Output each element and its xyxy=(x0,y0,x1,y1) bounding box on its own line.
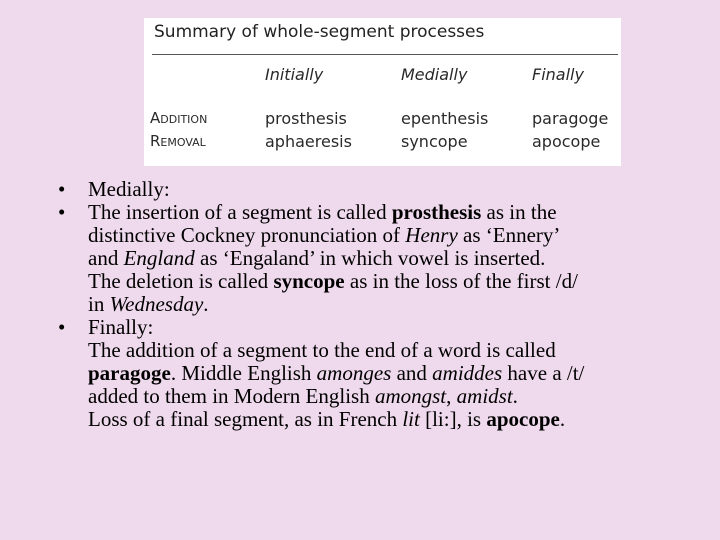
text-run: as ‘Ennery’ xyxy=(457,223,561,247)
table-cell: syncope xyxy=(401,132,468,151)
text-run: as in the xyxy=(481,200,557,224)
table-cell: epenthesis xyxy=(401,109,489,128)
text-run: The insertion of a segment is called xyxy=(88,200,392,224)
example-word: amiddes xyxy=(432,361,503,385)
text-run: and xyxy=(88,246,124,270)
text-run: in xyxy=(88,292,110,316)
bullet-dot: • xyxy=(58,200,66,224)
key-term: apocope xyxy=(486,407,560,431)
column-header-initially: Initially xyxy=(265,65,324,84)
text-run: . xyxy=(512,384,518,408)
example-word: Wednesday xyxy=(109,292,204,316)
table-cell: apocope xyxy=(532,132,601,151)
text-line xyxy=(88,408,708,431)
text-line xyxy=(88,293,708,316)
key-term: syncope xyxy=(273,269,345,293)
key-term: prosthesis xyxy=(391,200,482,224)
table-cell: paragoge xyxy=(532,109,609,128)
text-line xyxy=(88,385,708,408)
text-run: . Middle English xyxy=(170,361,317,385)
bullet-item-finally xyxy=(58,316,708,431)
text-line xyxy=(88,201,708,224)
key-term: paragoge xyxy=(88,361,171,385)
bullet-list xyxy=(58,178,708,431)
text-line: Finally: xyxy=(88,315,154,339)
text-run: Loss of a final segment, as in French xyxy=(88,407,403,431)
bullet-dot: • xyxy=(58,177,66,201)
text-run: . xyxy=(559,407,566,431)
example-word: Henry xyxy=(405,223,458,247)
bullet-text: Medially: xyxy=(88,177,170,201)
text-run: . xyxy=(203,292,209,316)
bullet-item-medially xyxy=(58,178,708,201)
table-cell: aphaeresis xyxy=(265,132,352,151)
column-header-medially: Medially xyxy=(401,65,468,84)
title-rule xyxy=(152,54,618,55)
text-line xyxy=(88,247,708,270)
table-title: Summary of whole-segment processes xyxy=(154,22,485,42)
row-label-addition: Addition xyxy=(150,109,208,127)
example-word: lit xyxy=(402,407,420,431)
example-word: England xyxy=(123,246,195,270)
text-run: , xyxy=(446,384,457,408)
text-run: and xyxy=(391,361,433,385)
text-line: The addition of a segment to the end of a word is called xyxy=(88,338,556,362)
bullet-item-insertion xyxy=(58,201,708,316)
text-line xyxy=(88,362,708,385)
row-label-removal: Removal xyxy=(150,132,206,150)
process-summary-table xyxy=(144,18,621,166)
example-word: amongst xyxy=(374,384,447,408)
text-run: as ‘Engaland’ in which vowel is inserted. xyxy=(194,246,546,270)
table-cell: prosthesis xyxy=(265,109,347,128)
example-word: amonges xyxy=(316,361,392,385)
text-line xyxy=(88,224,708,247)
text-line xyxy=(88,270,708,293)
text-run: distinctive Cockney pronunciation of xyxy=(88,223,406,247)
bullet-dot: • xyxy=(58,315,66,339)
column-header-finally: Finally xyxy=(532,65,584,84)
text-run: [li:], is xyxy=(419,407,487,431)
example-word: amidst xyxy=(456,384,513,408)
text-run: The deletion is called xyxy=(88,269,274,293)
text-run: as in the loss of the first /d/ xyxy=(344,269,578,293)
text-run: have a /t/ xyxy=(502,361,585,385)
text-run: added to them in Modern English xyxy=(88,384,375,408)
